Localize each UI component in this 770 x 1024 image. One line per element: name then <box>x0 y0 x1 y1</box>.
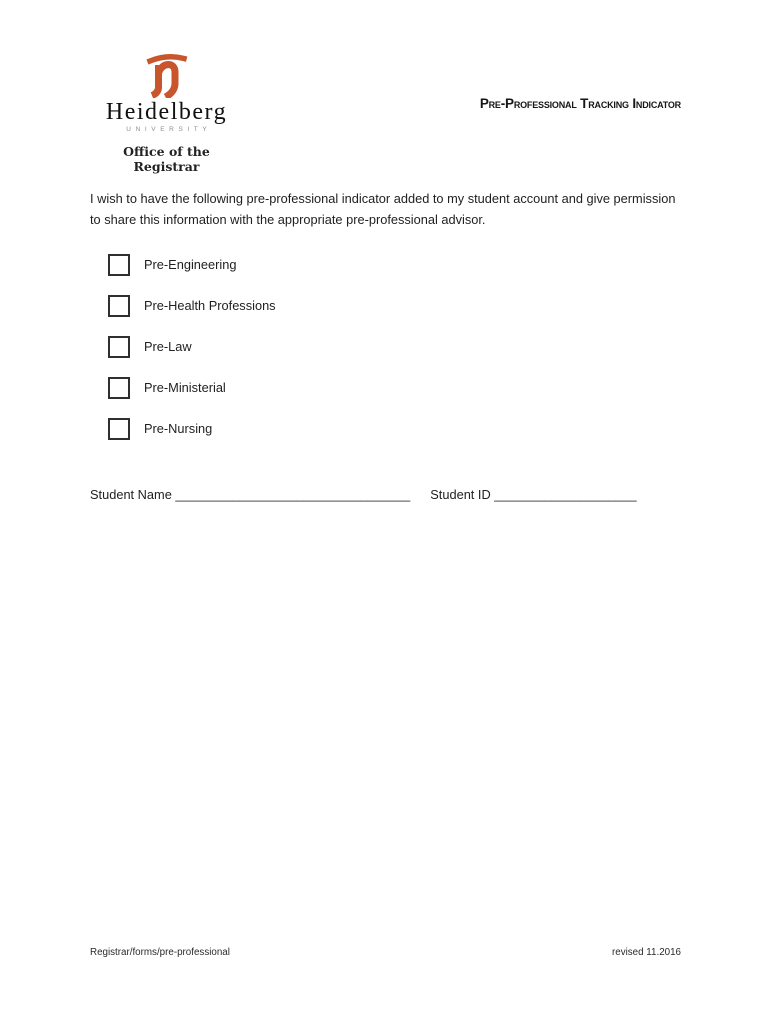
option-label: Pre-Engineering <box>144 257 237 272</box>
option-row-pre-engineering <box>108 253 276 276</box>
checkbox-pre-health-professions[interactable] <box>108 295 130 317</box>
checkbox-pre-engineering[interactable] <box>108 254 130 276</box>
option-label: Pre-Nursing <box>144 421 213 436</box>
student-info-row <box>90 486 637 504</box>
pre-professional-options <box>108 253 276 458</box>
checkbox-pre-law[interactable] <box>108 336 130 358</box>
option-row-pre-health-professions <box>108 294 276 317</box>
university-wordmark: Heidelberg <box>105 99 228 125</box>
intro-line-1: I wish to have the following pre-professional indicator added to my student account and give permission <box>90 191 676 206</box>
office-of-registrar-label: Office of the Registrar <box>123 144 210 174</box>
page-footer <box>90 947 681 959</box>
option-label: Pre-Ministerial <box>144 380 226 395</box>
form-title: Pre-Professional Tracking Indicator <box>479 96 681 111</box>
option-row-pre-nursing <box>108 417 276 440</box>
option-label: Pre-Health Professions <box>144 298 276 313</box>
intro-paragraph <box>90 189 675 230</box>
option-label: Pre-Law <box>144 339 192 354</box>
student-id-label: Student ID <box>430 487 495 502</box>
checkbox-pre-nursing[interactable] <box>108 418 130 440</box>
student-name-blank[interactable]: _________________________________ <box>175 487 411 502</box>
university-subtext: UNIVERSITY <box>126 126 212 133</box>
option-row-pre-law <box>108 335 276 358</box>
intro-line-2: to share this information with the appropriate pre-professional advisor. <box>90 211 486 227</box>
heidelberg-emblem-icon <box>144 52 190 98</box>
footer-form-path: Registrar/forms/pre-professional <box>90 947 230 958</box>
option-row-pre-ministerial <box>108 376 276 399</box>
university-logo <box>90 52 243 174</box>
footer-revision-date: revised 11.2016 <box>612 947 681 958</box>
checkbox-pre-ministerial[interactable] <box>108 377 130 399</box>
student-id-blank[interactable]: ____________________ <box>494 487 637 502</box>
student-name-label: Student Name <box>90 487 176 502</box>
